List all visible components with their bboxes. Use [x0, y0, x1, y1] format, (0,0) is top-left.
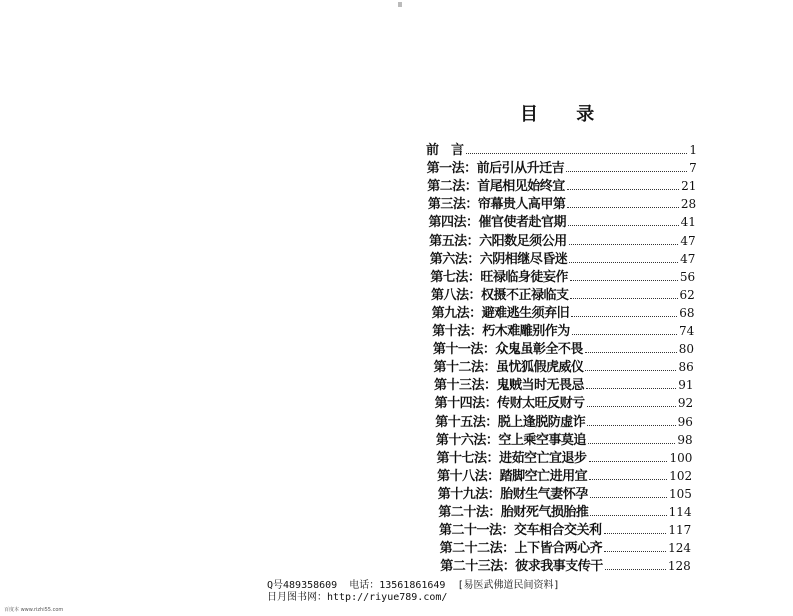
toc-entry-page: 80: [678, 342, 695, 357]
toc-entry: [433, 340, 694, 358]
toc-entry-title: 第四法：催官使者赴官期: [428, 215, 566, 231]
toc-leader-dots: [605, 568, 666, 570]
toc-entry-page: 28: [680, 197, 697, 212]
footer-site: 日月图书网：http://riyue789.com/: [267, 592, 448, 603]
toc-entry-page: 7: [689, 161, 697, 176]
toc-entry-page: 74: [679, 324, 695, 338]
toc-entry: [430, 268, 695, 286]
toc-entry: [427, 177, 696, 195]
toc-entry: [432, 322, 694, 340]
toc-entry-page: 102: [669, 468, 693, 483]
toc-entry-page: 114: [668, 505, 692, 519]
toc-leader-dots: [567, 206, 679, 208]
toc-entry: [438, 485, 692, 503]
toc-entry-title: 第三法：帘幕贵人高甲第: [427, 197, 566, 213]
toc-entry: [430, 250, 696, 268]
toc-leader-dots: [585, 369, 676, 371]
toc-entry: [428, 213, 695, 231]
toc-entry-title: 第二十法：胎财死气损胎推: [438, 505, 589, 520]
toc-entry: [435, 394, 694, 412]
toc-entry: [426, 141, 697, 159]
toc-entry-page: 100: [669, 450, 693, 465]
toc-entry: [428, 195, 696, 213]
toc-leader-dots: [572, 333, 677, 335]
toc-entry-page: 92: [677, 396, 694, 411]
toc-entry: [439, 521, 691, 539]
toc-entry-page: 56: [679, 269, 696, 284]
toc-entry-title: 第二法：首尾相见始终宜: [427, 179, 565, 195]
toc-leader-dots: [566, 170, 687, 172]
toc-entry: [434, 376, 693, 394]
toc-entry-title: 第六法：六阴相继尽昏迷: [429, 251, 568, 267]
toc-entry-title: 第十七法：进茹空亡宜退步: [436, 450, 587, 466]
toc-entry-page: 98: [677, 432, 693, 447]
toc-leader-dots: [466, 152, 688, 154]
toc-entry-page: 86: [678, 360, 694, 375]
toc-entry-page: 21: [681, 179, 697, 194]
toc-entry-page: 47: [680, 251, 696, 266]
toc-leader-dots: [587, 424, 675, 426]
toc-entry-page: 124: [668, 541, 692, 556]
toc-leader-dots: [604, 532, 667, 534]
toc-entry-page: 1: [689, 143, 697, 157]
toc-leader-dots: [588, 442, 675, 444]
toc-entry-title: 第九法：避难逃生须弃旧: [431, 305, 570, 321]
toc-entry: [435, 413, 693, 431]
toc-entry-page: 62: [679, 287, 695, 302]
toc-leader-dots: [569, 261, 678, 263]
toc-entry: [432, 304, 695, 322]
toc-entry-title: 前 言: [426, 143, 464, 158]
toc-entry-title: 第二十三法：彼求我事支传干: [440, 559, 603, 575]
toc-entry: [438, 503, 691, 521]
toc-entry-title: 第十法：朽木难雕别作为: [432, 324, 570, 339]
toc-leader-dots: [604, 550, 666, 552]
toc-leader-dots: [590, 514, 666, 516]
toc-entry-title: 第八法：权摄不正禄临支: [430, 287, 569, 303]
toc-entry: [431, 286, 695, 304]
toc-leader-dots: [586, 387, 676, 389]
toc-entry-title: 第七法：旺禄临身徒妄作: [430, 269, 568, 285]
toc-entry: [436, 431, 693, 449]
toc-entry: [437, 449, 693, 467]
toc-entry: [440, 557, 691, 575]
footer-phone: 电话：13561861649: [349, 580, 446, 591]
toc-leader-dots: [570, 297, 677, 299]
toc-entry-title: 第二十二法：上下皆合两心齐: [439, 541, 603, 557]
toc-entry-title: 第二十一法：交车相合交关利: [439, 523, 602, 539]
footer: [267, 580, 560, 604]
footer-tag: [易医武佛道民间资料]: [457, 580, 560, 591]
toc-entry: [440, 539, 691, 557]
toc-entry-page: 68: [679, 305, 695, 320]
footer-line-1: [267, 580, 560, 592]
toc-entry-title: 第十五法：脱上逢脱防虚诈: [435, 414, 586, 430]
toc-entry-page: 117: [668, 523, 692, 538]
toc-leader-dots: [590, 496, 667, 498]
toc-entry-page: 41: [680, 215, 696, 230]
toc-entry: [433, 358, 693, 376]
toc-leader-dots: [587, 405, 676, 407]
toc-entry: [429, 232, 696, 250]
toc-entry-page: 105: [668, 486, 692, 501]
toc-entry-title: 第一法：前后引从升迁吉: [426, 161, 565, 177]
toc-entry-page: 91: [678, 378, 694, 393]
toc-entry-page: 47: [680, 233, 696, 248]
footer-qq: Q号489358609: [267, 580, 338, 591]
toc-entry-title: 第十九法：胎财生气妻怀孕: [437, 486, 588, 502]
toc-leader-dots: [571, 315, 677, 317]
toc-leader-dots: [569, 243, 679, 245]
toc-leader-dots: [589, 460, 668, 462]
toc-entry-title: 第五法：六阳数足须公用: [429, 233, 567, 249]
page-mark: [398, 2, 402, 7]
toc-leader-dots: [570, 279, 678, 281]
page-title: 目 录: [520, 104, 611, 125]
toc-entry-title: 第十三法：鬼贼当时无畏忌: [434, 378, 585, 394]
toc-entry: [437, 467, 692, 485]
toc-entry-title: 第十六法：空上乘空事莫追: [435, 432, 586, 448]
toc-entry-title: 第十一法：众鬼虽彰全不畏: [432, 342, 583, 358]
toc-leader-dots: [568, 224, 679, 226]
toc-entry-title: 第十八法：踏脚空亡进用宜: [437, 468, 588, 484]
corner-watermark: 百度本 www.rizhi55.com: [4, 607, 64, 613]
toc-entry: [427, 159, 697, 177]
toc-entry-title: 第十四法：传财太旺反财亏: [434, 396, 585, 412]
toc-leader-dots: [567, 188, 679, 190]
toc-entry-title: 第十二法：虽忧狐假虎威仪: [433, 360, 584, 376]
toc-entry-page: 96: [677, 414, 693, 429]
toc-leader-dots: [585, 351, 677, 353]
toc-leader-dots: [589, 478, 667, 480]
toc-entry-page: 128: [667, 559, 691, 574]
